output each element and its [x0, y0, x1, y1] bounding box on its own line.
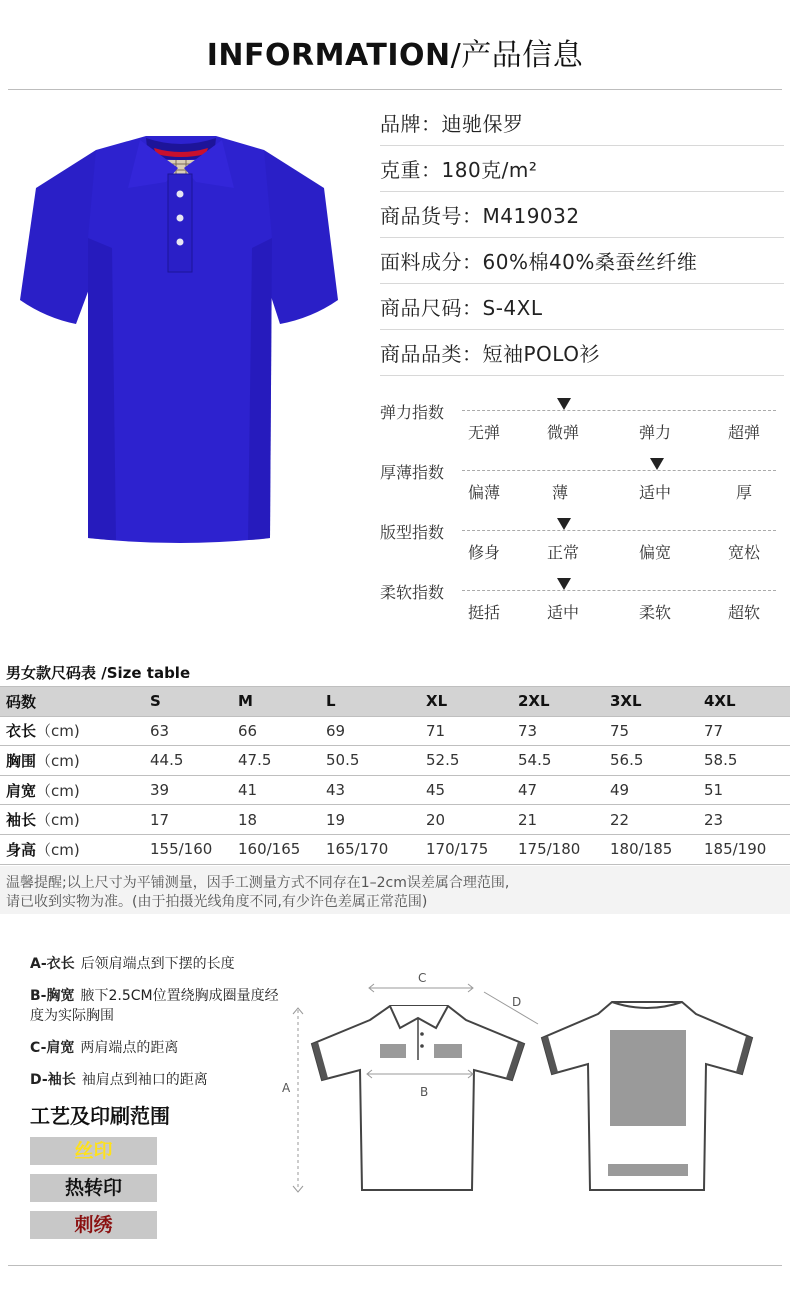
- index-option: 薄: [552, 483, 569, 502]
- header-cell: 码数: [0, 687, 150, 717]
- row-label: 衣长（cm): [0, 716, 150, 746]
- dim-c-label: C: [418, 971, 427, 985]
- table-cell: 77: [704, 716, 790, 746]
- craft-heat-transfer-label: 热转印: [30, 1174, 157, 1202]
- row-label: 胸围（cm): [0, 746, 150, 776]
- spec-fabric: [380, 238, 784, 284]
- index-track: [462, 530, 776, 531]
- spec-fabric-text: 面料成分：60%棉40%桑蚕丝纤维: [380, 250, 698, 274]
- back-shirt-outline-icon: [542, 1002, 752, 1190]
- index-row-thickness: [380, 452, 784, 512]
- table-cell: 66: [238, 716, 326, 746]
- index-option: 弹力: [639, 423, 672, 442]
- measurement-diagram: [272, 962, 772, 1202]
- index-option: 柔软: [639, 603, 672, 622]
- size-table: [0, 686, 790, 865]
- bottom-divider: [8, 1265, 782, 1266]
- product-image: [16, 128, 346, 548]
- legend-item-chest: B-胸宽 腋下2.5CM位置绕胸成圈量度经度为实际胸围: [30, 988, 279, 1024]
- table-cell: 22: [610, 805, 704, 835]
- header-cell: 4XL: [704, 687, 790, 717]
- table-cell: 17: [150, 805, 238, 835]
- spec-weight-text: 克重：180克/m²: [380, 158, 538, 182]
- table-cell: 155/160: [150, 834, 238, 864]
- table-cell: 185/190: [704, 834, 790, 864]
- size-note: [6, 874, 509, 912]
- spec-category: [380, 330, 784, 376]
- table-cell: 47.5: [238, 746, 326, 776]
- table-row: [0, 834, 790, 864]
- table-cell: 45: [426, 775, 518, 805]
- index-option-selected: 微弹: [547, 423, 580, 442]
- craft-title: 工艺及印刷范围: [30, 1104, 170, 1128]
- index-row-softness: [380, 572, 784, 632]
- index-option: 挺括: [468, 603, 501, 622]
- spec-list: [380, 100, 784, 376]
- table-cell: 71: [426, 716, 518, 746]
- table-cell: 180/185: [610, 834, 704, 864]
- table-cell: 20: [426, 805, 518, 835]
- table-cell: 43: [326, 775, 426, 805]
- index-track: [462, 590, 776, 591]
- index-option-selected: 适中: [547, 603, 580, 622]
- index-option-selected: 正常: [547, 543, 580, 562]
- row-label: 身高（cm): [0, 834, 150, 864]
- index-option: 修身: [468, 543, 501, 562]
- header-cell: S: [150, 687, 238, 717]
- table-cell: 21: [518, 805, 610, 835]
- table-row: [0, 746, 790, 776]
- selected-marker-icon: [557, 398, 571, 410]
- table-cell: 54.5: [518, 746, 610, 776]
- fabric-indexes: [380, 392, 784, 632]
- size-table-title: 男女款尺码表 /Size table: [6, 664, 191, 682]
- legend-item-length: A-衣长 后领肩端点到下摆的长度: [30, 956, 235, 972]
- table-cell: 49: [610, 775, 704, 805]
- spec-category-text: 商品品类：短袖POLO衫: [380, 342, 600, 366]
- table-cell: 165/170: [326, 834, 426, 864]
- title-zh: /产品信息: [450, 38, 584, 73]
- legend-item-shoulder: C-肩宽 两肩端点的距离: [30, 1040, 179, 1056]
- measurement-legend: [30, 954, 290, 1102]
- spec-weight: [380, 146, 784, 192]
- page-title: [0, 30, 790, 74]
- table-row: [0, 775, 790, 805]
- spec-size-range-text: 商品尺码：S-4XL: [380, 296, 543, 320]
- index-option: 偏宽: [639, 543, 672, 562]
- header-cell: M: [238, 687, 326, 717]
- spec-item-number-text: 商品货号：M419032: [380, 204, 580, 228]
- header-cell: 2XL: [518, 687, 610, 717]
- index-label: 版型指数: [380, 523, 445, 542]
- dim-a-label: A: [282, 1081, 291, 1095]
- dim-b-label: B: [420, 1085, 429, 1099]
- index-option: 偏薄: [468, 483, 501, 502]
- table-cell: 41: [238, 775, 326, 805]
- index-label: 弹力指数: [380, 403, 445, 422]
- table-cell: 56.5: [610, 746, 704, 776]
- spec-item-number: [380, 192, 784, 238]
- table-cell: 160/165: [238, 834, 326, 864]
- selected-marker-icon: [557, 578, 571, 590]
- craft-screen-print-label: 丝印: [30, 1137, 157, 1165]
- front-shirt-outline-icon: [312, 1006, 524, 1190]
- header-cell: L: [326, 687, 426, 717]
- table-cell: 50.5: [326, 746, 426, 776]
- index-track: [462, 410, 776, 411]
- table-row: [0, 805, 790, 835]
- table-cell: 69: [326, 716, 426, 746]
- table-cell: 51: [704, 775, 790, 805]
- table-cell: 23: [704, 805, 790, 835]
- index-track: [462, 470, 776, 471]
- table-cell: 73: [518, 716, 610, 746]
- size-note-line: 请已收到实物为准。(由于拍摄光线角度不同,有少许色差属正常范围): [6, 894, 428, 910]
- table-cell: 44.5: [150, 746, 238, 776]
- table-cell: 75: [610, 716, 704, 746]
- selected-marker-icon: [557, 518, 571, 530]
- table-cell: 39: [150, 775, 238, 805]
- index-label: 厚薄指数: [380, 463, 445, 482]
- size-note-line: 温馨提醒;以上尺寸为平铺测量，因手工测量方式不同存在1–2cm误差属合理范围,: [6, 875, 510, 891]
- title-en: INFORMATION: [206, 38, 451, 73]
- table-cell: 170/175: [426, 834, 518, 864]
- row-label: 袖长（cm): [0, 805, 150, 835]
- index-option: 宽松: [728, 543, 761, 562]
- legend-item-sleeve: D-袖长 袖肩点到袖口的距离: [30, 1072, 208, 1088]
- top-divider: [8, 89, 782, 90]
- index-option: 超软: [728, 603, 761, 622]
- table-cell: 58.5: [704, 746, 790, 776]
- table-cell: 52.5: [426, 746, 518, 776]
- dim-d-label: D: [512, 995, 522, 1009]
- row-label: 肩宽（cm): [0, 775, 150, 805]
- index-option: 厚: [736, 483, 753, 502]
- craft-embroidery-label: 刺绣: [30, 1211, 157, 1239]
- index-row-elasticity: [380, 392, 784, 452]
- table-row: [0, 716, 790, 746]
- index-row-fit: [380, 512, 784, 572]
- table-cell: 175/180: [518, 834, 610, 864]
- size-table-header: [0, 687, 790, 717]
- table-cell: 18: [238, 805, 326, 835]
- table-cell: 47: [518, 775, 610, 805]
- selected-marker-icon: [650, 458, 664, 470]
- header-cell: XL: [426, 687, 518, 717]
- index-option-selected: 适中: [639, 483, 672, 502]
- header-cell: 3XL: [610, 687, 704, 717]
- index-label: 柔软指数: [380, 583, 445, 602]
- spec-brand-text: 品牌：迪驰保罗: [380, 112, 524, 136]
- spec-size-range: [380, 284, 784, 330]
- index-option: 超弹: [728, 423, 761, 442]
- spec-brand: [380, 100, 784, 146]
- index-option: 无弹: [468, 423, 501, 442]
- table-cell: 63: [150, 716, 238, 746]
- table-cell: 19: [326, 805, 426, 835]
